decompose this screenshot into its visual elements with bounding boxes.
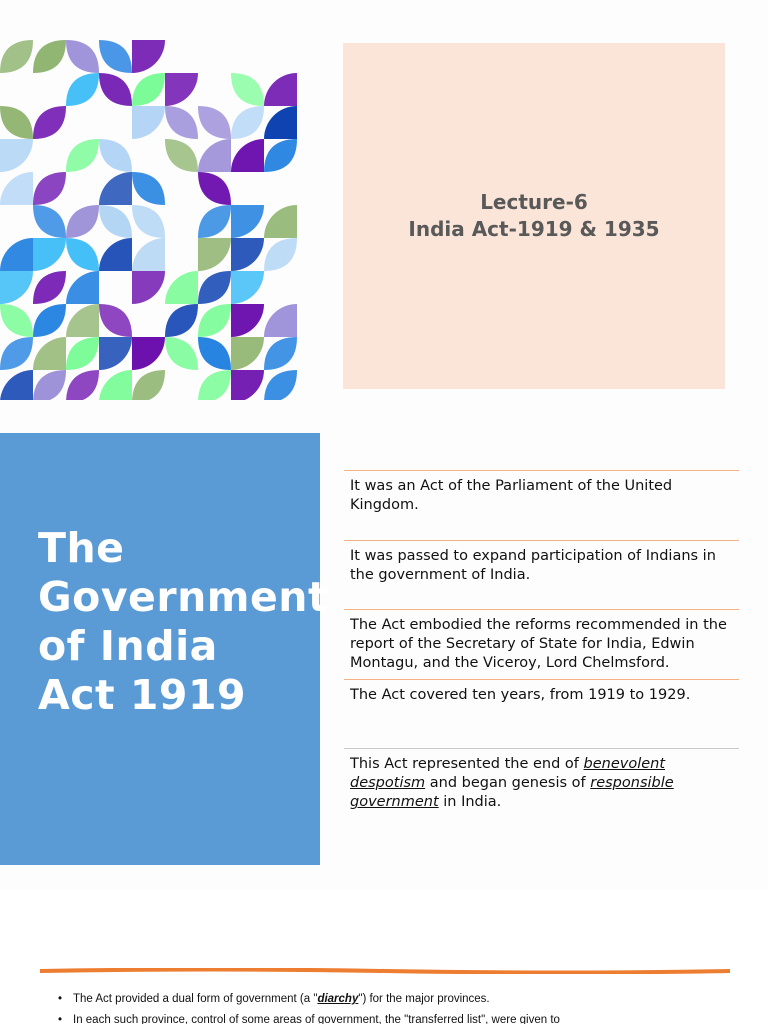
- point-item: [344, 748, 739, 818]
- pattern-shape: [0, 304, 33, 337]
- pattern-shape: [264, 304, 297, 337]
- bullet-list: [58, 989, 738, 1024]
- pattern-shape: [165, 271, 198, 304]
- pattern-shape: [264, 139, 297, 172]
- pattern-shape: [198, 106, 231, 139]
- pattern-shape: [0, 238, 33, 271]
- pattern-shape: [198, 238, 231, 271]
- pattern-shape: [33, 205, 66, 238]
- pattern-shape: [165, 304, 198, 337]
- emphasis-diarchy: diarchy: [317, 993, 359, 1005]
- pattern-shape: [99, 238, 132, 271]
- pattern-shape: [264, 337, 297, 370]
- bullet-text-a: The Act provided a dual form of government (a ": [73, 993, 318, 1005]
- geometric-pattern-image: [0, 0, 298, 400]
- pattern-shape: [132, 40, 165, 73]
- lecture-number: Lecture-6: [480, 190, 588, 214]
- pattern-shape: [231, 139, 264, 172]
- pattern-shape: [264, 238, 297, 271]
- pattern-shape: [231, 271, 264, 304]
- pattern-shape: [0, 337, 33, 370]
- pattern-shape: [132, 370, 165, 400]
- pattern-shape: [165, 139, 198, 172]
- point-text-c: in India.: [438, 794, 502, 810]
- pattern-shape: [99, 40, 132, 73]
- pattern-shape: [99, 370, 132, 400]
- pattern-shape: [0, 172, 33, 205]
- pattern-shape: [231, 106, 264, 139]
- pattern-shape: [99, 304, 132, 337]
- pattern-shape: [231, 73, 264, 106]
- pattern-shape: [198, 139, 231, 172]
- point-item: [344, 470, 739, 540]
- pattern-shape: [132, 73, 165, 106]
- pattern-shape: [66, 370, 99, 400]
- heading-panel: [0, 433, 329, 865]
- pattern-shape: [33, 106, 66, 139]
- point-text: It was passed to expand participation of Indians in the government of India.: [350, 548, 716, 583]
- pattern-shape: [99, 172, 132, 205]
- pattern-shape: [198, 271, 231, 304]
- pattern-shape: [132, 205, 165, 238]
- slide-heading: The Government of India Act 1919: [38, 524, 329, 719]
- point-text-a: This Act represented the end of: [350, 756, 584, 772]
- title-slide: [0, 0, 768, 420]
- title-box: [343, 43, 725, 389]
- pattern-shape: [264, 106, 297, 139]
- bullet-item: [58, 1010, 738, 1024]
- pattern-shape: [33, 370, 66, 400]
- pattern-shape: [99, 139, 132, 172]
- pattern-shape: [264, 205, 297, 238]
- point-text: It was an Act of the Parliament of the United Kingdom.: [350, 478, 673, 513]
- pattern-shape: [198, 205, 231, 238]
- act-1919-slide: [0, 420, 768, 890]
- pattern-shape: [0, 271, 33, 304]
- pattern-shape: [33, 337, 66, 370]
- point-text: The Act embodied the reforms recommended in the report of the Secretary of State for India, Edwin Montagu, and the Viceroy, Lord Chelmsford.: [350, 617, 727, 671]
- pattern-shape: [264, 73, 297, 106]
- pattern-shape: [66, 73, 99, 106]
- pattern-shape: [66, 40, 99, 73]
- pattern-shape: [66, 238, 99, 271]
- pattern-shape: [66, 205, 99, 238]
- point-text-b: and began genesis of: [425, 775, 591, 791]
- pattern-shape: [132, 106, 165, 139]
- pattern-shape: [198, 304, 231, 337]
- pattern-shape: [66, 139, 99, 172]
- pattern-shape: [66, 337, 99, 370]
- pattern-shape: [33, 172, 66, 205]
- diarchy-slide: [0, 935, 768, 1024]
- pattern-shape: [231, 337, 264, 370]
- pattern-shape: [66, 271, 99, 304]
- pattern-shape: [198, 370, 231, 400]
- pattern-shape: [99, 205, 132, 238]
- pattern-shape: [99, 337, 132, 370]
- pattern-shape: [165, 106, 198, 139]
- pattern-shape: [198, 172, 231, 205]
- pattern-shape: [66, 304, 99, 337]
- point-item: [344, 609, 739, 679]
- emphasis-responsible-government: responsible government: [350, 775, 674, 810]
- pattern-shape: [0, 106, 33, 139]
- point-item: [344, 540, 739, 609]
- bullet-item: [58, 989, 738, 1010]
- point-item: [344, 679, 739, 748]
- points-list: [344, 470, 739, 818]
- pattern-shape: [33, 271, 66, 304]
- pattern-shape: [132, 238, 165, 271]
- pattern-shape: [0, 139, 33, 172]
- pattern-shape: [132, 172, 165, 205]
- pattern-shape: [33, 238, 66, 271]
- pattern-shape: [165, 337, 198, 370]
- lecture-title: India Act-1919 & 1935: [408, 217, 660, 241]
- pattern-shape: [198, 337, 231, 370]
- pattern-shape: [132, 271, 165, 304]
- bullet-text-b: ") for the major provinces.: [358, 993, 490, 1005]
- pattern-shape: [231, 370, 264, 400]
- pattern-shape: [0, 40, 33, 73]
- point-text: The Act covered ten years, from 1919 to 1929.: [350, 687, 691, 703]
- pattern-shape: [231, 205, 264, 238]
- orange-brush-rule: [40, 968, 730, 974]
- pattern-shape: [231, 238, 264, 271]
- bullet-text-a: In each such province, control of some areas of government, the "transferred list", were given to: [73, 1014, 560, 1024]
- pattern-shape: [264, 370, 297, 400]
- pattern-shape: [33, 304, 66, 337]
- pattern-shape: [231, 304, 264, 337]
- pattern-shape: [33, 40, 66, 73]
- pattern-shape: [99, 73, 132, 106]
- emphasis-benevolent-despotism: benevolent despotism: [350, 756, 666, 791]
- pattern-shape: [0, 370, 33, 400]
- pattern-shape: [165, 73, 198, 106]
- pattern-shape: [132, 337, 165, 370]
